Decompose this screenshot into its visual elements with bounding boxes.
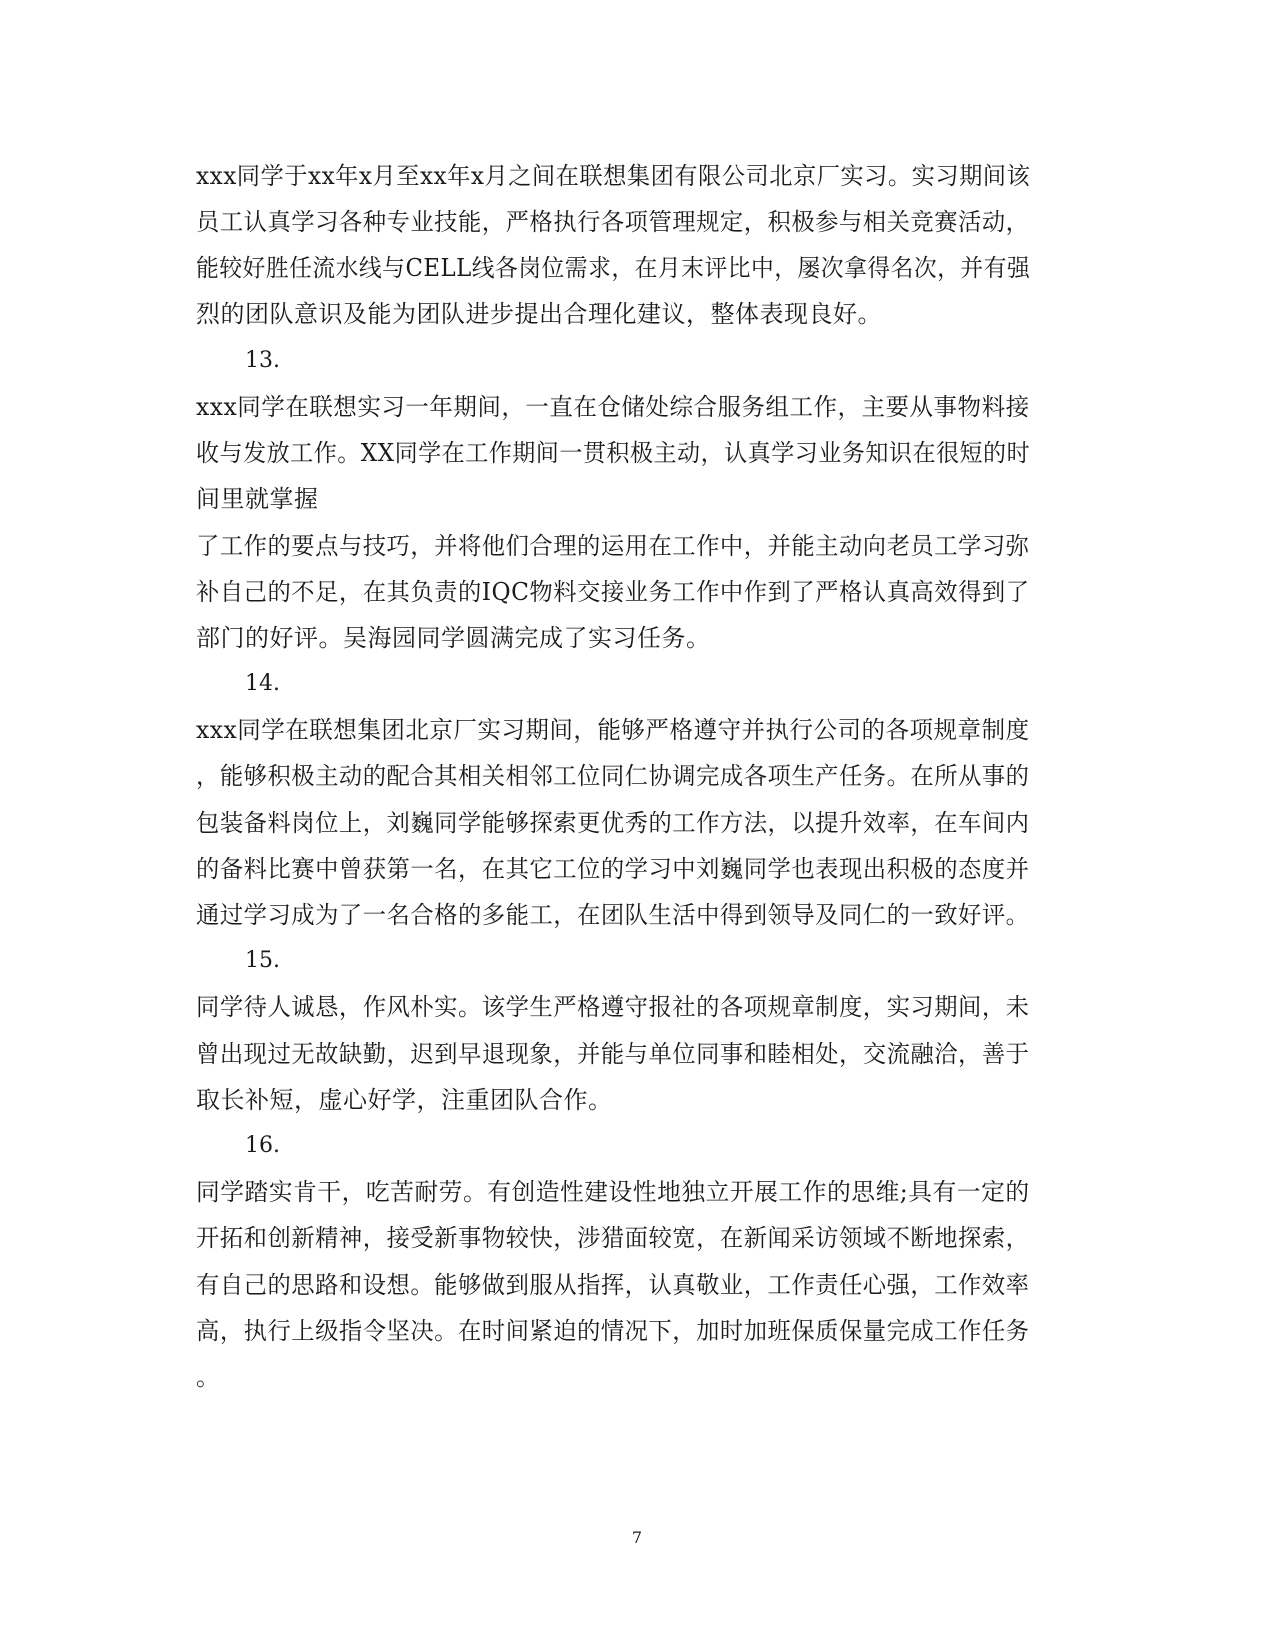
body-text-line: 。 xyxy=(196,1363,221,1391)
body-text-line: 间里就掌握 xyxy=(196,485,319,513)
body-text-line: 曾出现过无故缺勤，迟到早退现象，并能与单位同事和睦相处，交流融洽，善于 xyxy=(196,1040,1030,1068)
body-text-line: 开拓和创新精神，接受新事物较快，涉猎面较宽，在新闻采访领域不断地探索， xyxy=(196,1224,1030,1252)
page-number: 7 xyxy=(631,1528,643,1547)
body-text-line: 包装备料岗位上，刘巍同学能够探索更优秀的工作方法，以提升效率，在车间内 xyxy=(196,809,1030,837)
body-text-line: xxx同学在联想集团北京厂实习期间，能够严格遵守并执行公司的各项规章制度 xyxy=(196,716,1030,744)
body-text-line: 部门的好评。吴海园同学圆满完成了实习任务。 xyxy=(196,624,711,652)
item-number: 14. xyxy=(245,671,280,696)
body-text-line: 烈的团队意识及能为团队进步提出合理化建议，整体表现良好。 xyxy=(196,300,882,328)
body-text-line: 收与发放工作。XX同学在工作期间一贯积极主动，认真学习业务知识在很短的时 xyxy=(196,439,1031,467)
body-text-line: 能较好胜任流水线与CELL线各岗位需求，在月末评比中，屡次拿得名次，并有强 xyxy=(196,254,1031,282)
body-text-line: xxx同学于xx年x月至xx年x月之间在联想集团有限公司北京厂实习。实习期间该 xyxy=(196,162,1031,190)
body-text-line: 同学踏实肯干，吃苦耐劳。有创造性建设性地独立开展工作的思维;具有一定的 xyxy=(196,1178,1030,1206)
body-text-line: 高，执行上级指令坚决。在时间紧迫的情况下，加时加班保质保量完成工作任务 xyxy=(196,1317,1030,1345)
body-text-line: 员工认真学习各种专业技能，严格执行各项管理规定，积极参与相关竞赛活动， xyxy=(196,208,1030,236)
body-text-line: 同学待人诚恳，作风朴实。该学生严格遵守报社的各项规章制度，实习期间，未 xyxy=(196,993,1030,1021)
body-text-line: xxx同学在联想实习一年期间，一直在仓储处综合服务组工作，主要从事物料接 xyxy=(196,393,1030,421)
body-text-line: 取长补短，虚心好学，注重团队合作。 xyxy=(196,1086,613,1114)
item-number: 15. xyxy=(245,948,280,973)
item-number: 16. xyxy=(245,1133,280,1158)
body-text-line: 有自己的思路和设想。能够做到服从指挥，认真敬业，工作责任心强，工作效率 xyxy=(196,1271,1030,1299)
body-text-line: 了工作的要点与技巧，并将他们合理的运用在工作中，并能主动向老员工学习弥 xyxy=(196,532,1030,560)
body-text-line: 通过学习成为了一名合格的多能工，在团队生活中得到领导及同仁的一致好评。 xyxy=(196,901,1030,929)
body-text-line: ，能够积极主动的配合其相关相邻工位同仁协调完成各项生产任务。在所从事的 xyxy=(196,762,1030,790)
body-text-line: 的备料比赛中曾获第一名，在其它工位的学习中刘巍同学也表现出积极的态度并 xyxy=(196,855,1030,883)
item-number: 13. xyxy=(245,348,280,373)
body-text-line: 补自己的不足，在其负责的IQC物料交接业务工作中作到了严格认真高效得到了 xyxy=(196,578,1030,606)
